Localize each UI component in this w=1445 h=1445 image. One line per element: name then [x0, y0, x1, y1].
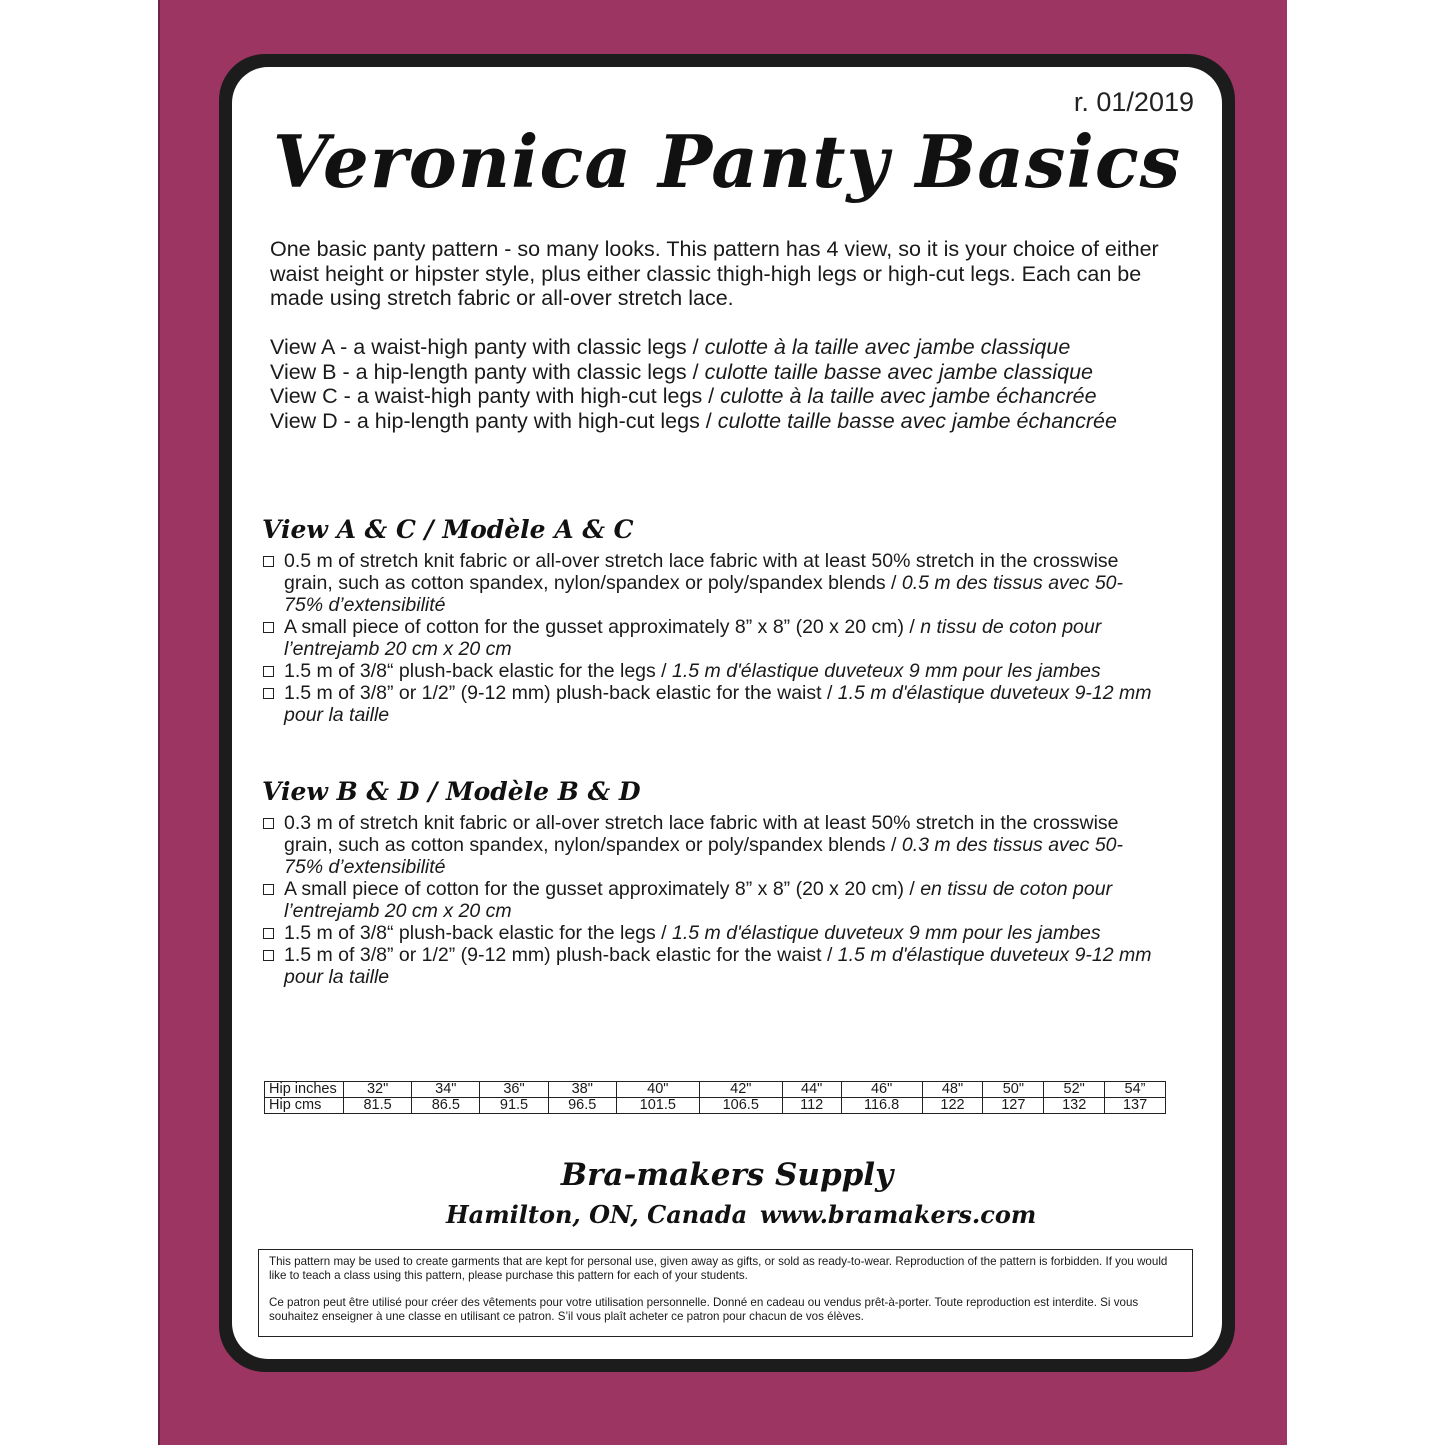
table-cell: 38" — [548, 1082, 616, 1098]
item-fr: 0.3 m des tissus avec 50-75% d’extensibilité — [284, 834, 1124, 878]
table-row-label: Hip inches — [265, 1082, 344, 1098]
view-d-fr: culotte taille basse avec jambe échancrée — [717, 408, 1117, 433]
legal-notice-box — [258, 1249, 1193, 1337]
intro-paragraph: One basic panty pattern - so many looks. This pattern has 4 view, so it is your choice of either waist height or hipster style, plus either classic thigh-high legs or high-cut legs. Each can be made using stretch fabric or all-over stretch lace. — [270, 237, 1159, 310]
revision-label: r. 01/2019 — [1073, 87, 1194, 117]
item-en: 1.5 m of 3/8” or 1/2” (9-12 mm) plush-back elastic for the waist / — [284, 682, 838, 704]
table-cell: 36" — [480, 1082, 548, 1098]
table-cell: 32" — [344, 1082, 412, 1098]
table-cell: 54” — [1105, 1082, 1166, 1098]
checklist-item — [262, 812, 1162, 878]
table-cell: 112 — [782, 1098, 841, 1114]
section-ac-heading: View A & C / Modèle A & C — [262, 515, 634, 544]
table-cell: 86.5 — [412, 1098, 480, 1114]
view-a-fr: culotte à la taille avec jambe classique — [704, 335, 1071, 359]
item-fr: 1.5 m d'élastique duveteux 9 mm pour les jambes — [672, 660, 1101, 682]
table-cell: 34" — [412, 1082, 480, 1098]
item-fr: 1.5 m d'élastique duveteux 9 mm pour les jambes — [672, 922, 1101, 944]
view-c-en: View C - a waist-high panty with high-cut legs / — [270, 384, 721, 408]
checkbox-icon[interactable] — [263, 884, 274, 895]
checklist-item — [262, 660, 1162, 682]
item-en: 1.5 m of 3/8” or 1/2” (9-12 mm) plush-back elastic for the waist / — [284, 944, 838, 966]
item-en: 0.3 m of stretch knit fabric or all-over stretch lace fabric with at least 50% stretch in the crosswise grain, such as cotton spandex, nylon/spandex or poly/spandex blends / — [284, 812, 1119, 856]
view-b-en: View B - a hip-length panty with classic legs / — [270, 359, 705, 384]
checkbox-icon[interactable] — [263, 950, 274, 961]
checklist-item — [262, 944, 1162, 988]
table-cell: 44" — [782, 1082, 841, 1098]
view-b-line — [270, 360, 1200, 385]
checkbox-icon[interactable] — [263, 688, 274, 699]
item-en: 1.5 m of 3/8“ plush-back elastic for the legs / — [284, 922, 673, 944]
legal-notice-fr: Ce patron peut être utilisé pour créer des vêtements pour votre utilisation personnelle. Donné en cadeau ou vendus prêt-à-porter. Toute reproduction est interdite. Si vous souhaitez enseigner à une classe en utilisant ce patron. S’il vous plaît acheter ce patron pour chacun de vos élèves. — [269, 1296, 1139, 1323]
checklist-item — [262, 550, 1162, 616]
item-en: 0.5 m of stretch knit fabric or all-over stretch lace fabric with at least 50% stretch in the crosswise grain, such as cotton spandex, nylon/spandex or poly/spandex blends / — [284, 550, 1119, 594]
checklist-item — [262, 616, 1162, 660]
item-fr: n tissu de coton pour l’entrejamb 20 cm x 20 cm — [284, 616, 1102, 660]
item-en: 1.5 m of 3/8“ plush-back elastic for the legs / — [284, 660, 673, 682]
table-cell: 116.8 — [841, 1098, 922, 1114]
table-cell: 122 — [922, 1098, 983, 1114]
table-row-cms — [265, 1098, 1166, 1114]
checkbox-icon[interactable] — [263, 622, 274, 633]
item-en: A small piece of cotton for the gusset approximately 8” x 8” (20 x 20 cm) / — [284, 616, 921, 638]
item-fr: 1.5 m d'élastique duveteux 9-12 mm pour la taille — [284, 944, 1152, 988]
table-cell: 91.5 — [480, 1098, 548, 1114]
view-c-line — [270, 384, 1200, 409]
page-title: Veronica Panty Basics — [272, 119, 1182, 204]
table-row-inches — [265, 1082, 1166, 1098]
item-fr: en tissu de coton pour l’entrejamb 20 cm x 20 cm — [284, 878, 1113, 922]
view-d-line — [270, 409, 1200, 434]
brand-name: Bra-makers Supply — [560, 1157, 894, 1193]
checklist-item — [262, 878, 1162, 922]
table-cell: 137 — [1105, 1098, 1166, 1114]
table-cell: 42" — [699, 1082, 782, 1098]
checkbox-icon[interactable] — [263, 556, 274, 567]
view-b-fr: culotte taille basse avec jambe classique — [704, 359, 1094, 384]
table-cell: 46" — [841, 1082, 922, 1098]
table-cell: 101.5 — [616, 1098, 699, 1114]
table-cell: 48" — [922, 1082, 983, 1098]
table-cell: 81.5 — [344, 1098, 412, 1114]
table-cell: 127 — [983, 1098, 1044, 1114]
view-a-line — [270, 335, 1200, 360]
brand-address: Hamilton, ON, Canada — [446, 1200, 748, 1229]
checklist-item — [262, 682, 1162, 726]
table-row-label: Hip cms — [265, 1098, 344, 1114]
table-cell: 106.5 — [699, 1098, 782, 1114]
section-bd-heading: View B & D / Modèle B & D — [262, 777, 641, 806]
table-cell: 40" — [616, 1082, 699, 1098]
checkbox-icon[interactable] — [263, 666, 274, 677]
checkbox-icon[interactable] — [263, 928, 274, 939]
checklist-item — [262, 922, 1162, 944]
view-d-en: View D - a hip-length panty with high-cut legs / — [270, 408, 718, 433]
pattern-card — [232, 67, 1222, 1359]
views-list — [270, 335, 1200, 433]
item-fr: 0.5 m des tissus avec 50-75% d’extensibilité — [284, 572, 1124, 616]
section-ac-checklist — [262, 550, 1162, 726]
table-cell: 132 — [1044, 1098, 1105, 1114]
brand-website-link[interactable]: www.bramakers.com — [760, 1200, 1037, 1229]
item-en: A small piece of cotton for the gusset approximately 8” x 8” (20 x 20 cm) / — [284, 878, 921, 900]
table-cell: 50" — [983, 1082, 1044, 1098]
item-fr: 1.5 m d'élastique duveteux 9-12 mm pour la taille — [284, 682, 1152, 726]
hip-size-table — [264, 1081, 1166, 1114]
table-cell: 52" — [1044, 1082, 1105, 1098]
legal-notice-en: This pattern may be used to create garments that are kept for personal use, given away as gifts, or sold as ready-to-wear. Reproduction of the pattern is forbidden. If you would like to teach a class using this pattern, please purchase this pattern for each of your students. — [269, 1255, 1168, 1282]
table-cell: 96.5 — [548, 1098, 616, 1114]
view-a-en: View A - a waist-high panty with classic legs / — [270, 335, 705, 359]
view-c-fr: culotte à la taille avec jambe échancrée — [720, 384, 1097, 408]
checkbox-icon[interactable] — [263, 818, 274, 829]
section-bd-checklist — [262, 812, 1162, 988]
